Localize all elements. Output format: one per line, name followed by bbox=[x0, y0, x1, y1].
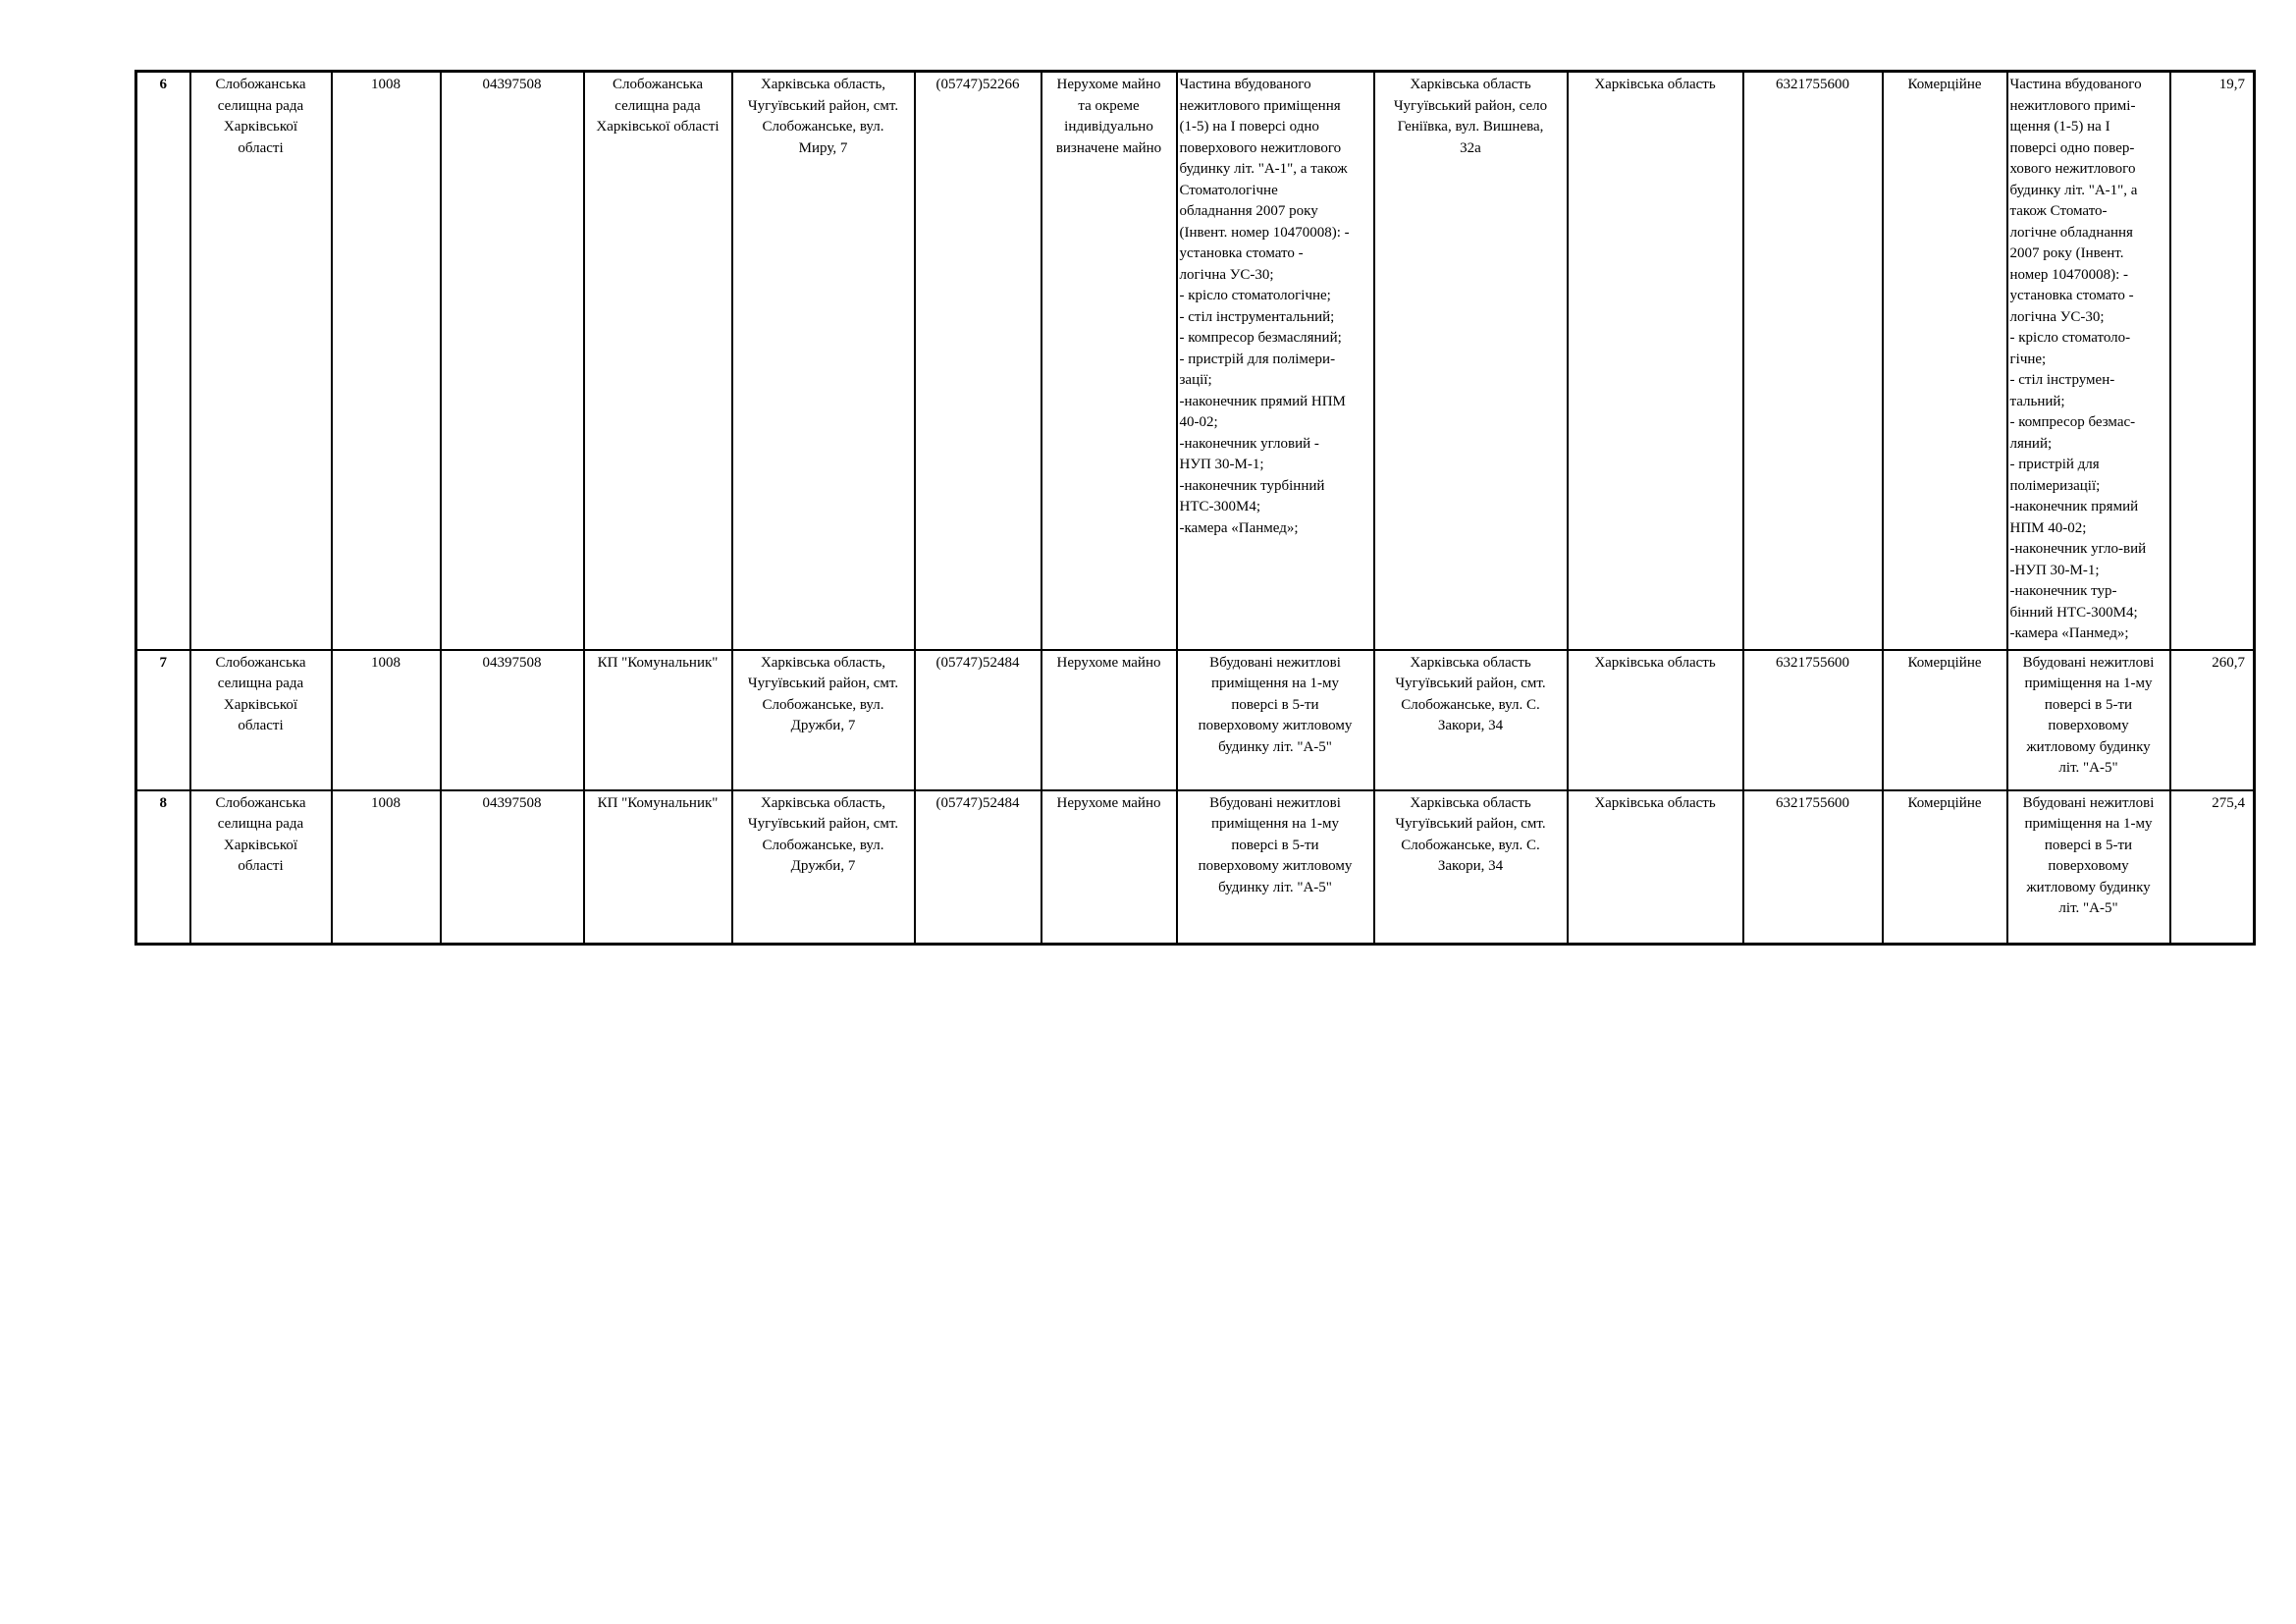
koatuu-cell: 6321755600 bbox=[1743, 72, 1883, 650]
koatuu-cell: 6321755600 bbox=[1743, 650, 1883, 790]
row-number: 7 bbox=[136, 650, 190, 790]
edrpou-cell: 04397508 bbox=[441, 72, 584, 650]
property-type-cell: Нерухоме майно bbox=[1041, 650, 1177, 790]
owner-cell: Слобожанська селищна рада Харківської області bbox=[190, 650, 332, 790]
holder-address-cell: Харківська область, Чугуївський район, смт. Слобожанське, вул. Миру, 7 bbox=[732, 72, 915, 650]
table-row bbox=[136, 72, 2255, 650]
row-number: 6 bbox=[136, 72, 190, 650]
owner-cell: Слобожанська селищна рада Харківської області bbox=[190, 790, 332, 945]
table-row bbox=[136, 650, 2255, 790]
object-name-cell: Вбудовані нежитлові приміщення на 1-му поверсі в 5-ти поверховому житловому будинку літ. "А-5" bbox=[1177, 790, 1374, 945]
holder-cell: КП "Комунальник" bbox=[584, 650, 732, 790]
area-cell: 275,4 bbox=[2170, 790, 2255, 945]
code-cell: 1008 bbox=[332, 72, 441, 650]
edrpou-cell: 04397508 bbox=[441, 650, 584, 790]
object-name-cell: Вбудовані нежитлові приміщення на 1-му поверсі в 5-ти поверховому житловому будинку літ. "А-5" bbox=[1177, 650, 1374, 790]
koatuu-cell: 6321755600 bbox=[1743, 790, 1883, 945]
description-cell: Вбудовані нежитлові приміщення на 1-му поверсі в 5-ти поверховому житловому будинку літ. "А-5" bbox=[2007, 790, 2170, 945]
purpose-cell: Комерційне bbox=[1883, 650, 2007, 790]
phone-cell: (05747)52484 bbox=[915, 650, 1041, 790]
purpose-cell: Комерційне bbox=[1883, 790, 2007, 945]
object-address-cell: Харківська область Чугуївський район, смт. Слобожанське, вул. С. Закори, 34 bbox=[1374, 790, 1568, 945]
object-address-cell: Харківська область Чугуївський район, смт. Слобожанське, вул. С. Закори, 34 bbox=[1374, 650, 1568, 790]
description-cell: Вбудовані нежитлові приміщення на 1-му поверсі в 5-ти поверховому житловому будинку літ. "А-5" bbox=[2007, 650, 2170, 790]
region-cell: Харківська область bbox=[1568, 790, 1743, 945]
area-cell: 19,7 bbox=[2170, 72, 2255, 650]
region-cell: Харківська область bbox=[1568, 72, 1743, 650]
property-table bbox=[134, 70, 2256, 946]
holder-address-cell: Харківська область, Чугуївський район, смт. Слобожанське, вул. Дружби, 7 bbox=[732, 650, 915, 790]
holder-cell: Слобожанська селищна рада Харківської області bbox=[584, 72, 732, 650]
holder-address-cell: Харківська область, Чугуївський район, смт. Слобожанське, вул. Дружби, 7 bbox=[732, 790, 915, 945]
property-type-cell: Нерухоме майно та окреме індивідуально визначене майно bbox=[1041, 72, 1177, 650]
object-name-cell: Частина вбудованого нежитлового приміщення (1-5) на І поверсі одно поверхового нежитлового будинку літ. "А-1", а також Стоматологічне обладнання 2007 року (Інвент. номер 10470008): - установка стомато - логічна УС-30; - крісло стоматологічне; - стіл інструментальний; - компресор безмасляний; - пристрій для полімери- зації; -наконечник прямий НПМ 40-02; -наконечник угловий - НУП 30-М-1; -наконечник турбінний НТС-300М4; -камера «Панмед»; bbox=[1177, 72, 1374, 650]
object-address-cell: Харківська область Чугуївський район, село Геніївка, вул. Вишнева, 32а bbox=[1374, 72, 1568, 650]
table-row bbox=[136, 790, 2255, 945]
area-cell: 260,7 bbox=[2170, 650, 2255, 790]
phone-cell: (05747)52266 bbox=[915, 72, 1041, 650]
phone-cell: (05747)52484 bbox=[915, 790, 1041, 945]
row-number: 8 bbox=[136, 790, 190, 945]
region-cell: Харківська область bbox=[1568, 650, 1743, 790]
holder-cell: КП "Комунальник" bbox=[584, 790, 732, 945]
description-cell: Частина вбудованого нежитлового примі- щення (1-5) на І поверсі одно повер- хового нежитлового будинку літ. "А-1", а також Стомато- логічне обладнання 2007 року (Інвент. номер 10470008): - установка стомато - логічна УС-30; - крісло стоматоло- гічне; - стіл інструмен- тальний; - компресор безмас- ляний; - пристрій для полімеризації; -наконечник прямий НПМ 40-02; -наконечник угло-вий -НУП 30-М-1; -наконечник тур- бінний НТС-300М4; -камера «Панмед»; bbox=[2007, 72, 2170, 650]
purpose-cell: Комерційне bbox=[1883, 72, 2007, 650]
property-type-cell: Нерухоме майно bbox=[1041, 790, 1177, 945]
owner-cell: Слобожанська селищна рада Харківської області bbox=[190, 72, 332, 650]
code-cell: 1008 bbox=[332, 790, 441, 945]
code-cell: 1008 bbox=[332, 650, 441, 790]
edrpou-cell: 04397508 bbox=[441, 790, 584, 945]
